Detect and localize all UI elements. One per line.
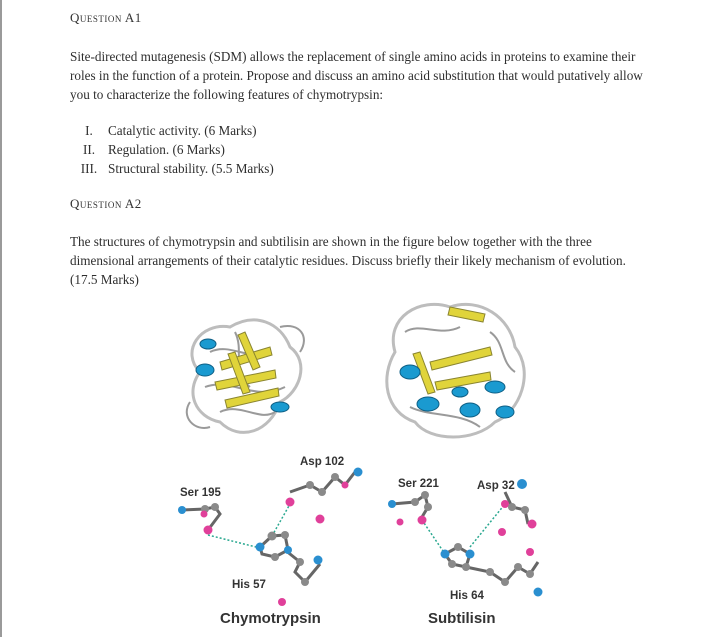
subtilisin-caption: Subtilisin xyxy=(428,610,496,627)
question-a2-text: The structures of chymotrypsin and subtilisin are shown in the figure below together with the three dimensional arrangements of their catalytic residues. Discuss briefly their likely mechanism of evolution. (17.5 Marks) xyxy=(70,234,626,287)
chymotrypsin-caption: Chymotrypsin xyxy=(220,610,321,627)
list-item-number: I. xyxy=(85,123,93,138)
question-a1-heading: Question A1 xyxy=(70,10,142,25)
chymotrypsin-ser-label: Ser 195 xyxy=(180,487,221,499)
list-item xyxy=(70,140,274,159)
list-item-text: Structural stability. (5.5 Marks) xyxy=(108,161,274,176)
question-a1-list xyxy=(70,121,274,178)
chymotrypsin-his-label: His 57 xyxy=(232,579,266,591)
subtilisin-ser-label: Ser 221 xyxy=(398,478,439,490)
page-left-border xyxy=(0,0,2,637)
list-item-number: III. xyxy=(80,161,98,176)
list-item-number: II. xyxy=(82,142,96,157)
subtilisin-ribbon xyxy=(387,304,524,437)
question-a2-heading: Question A2 xyxy=(70,196,142,211)
list-item-text: Regulation. (6 Marks) xyxy=(108,142,225,157)
chymotrypsin-asp-label: Asp 102 xyxy=(300,456,345,468)
subtilisin-asp-label: Asp 32 xyxy=(477,480,515,492)
protein-figure-graphic xyxy=(160,292,560,637)
list-item-text: Catalytic activity. (6 Marks) xyxy=(108,123,257,138)
subtilisin-triad xyxy=(388,479,543,597)
subtilisin-his-label: His 64 xyxy=(450,590,484,602)
list-item xyxy=(70,159,274,178)
question-a1-text: Site-directed mutagenesis (SDM) allows the replacement of single amino acids in proteins to examine their roles in the function of a protein. Propose and discuss an amino acid substitution that would putatively allow you to characterize the following features of chymotrypsin: xyxy=(70,49,643,102)
chymotrypsin-ribbon xyxy=(187,320,304,432)
protein-figure xyxy=(160,292,560,637)
list-item xyxy=(70,121,274,140)
